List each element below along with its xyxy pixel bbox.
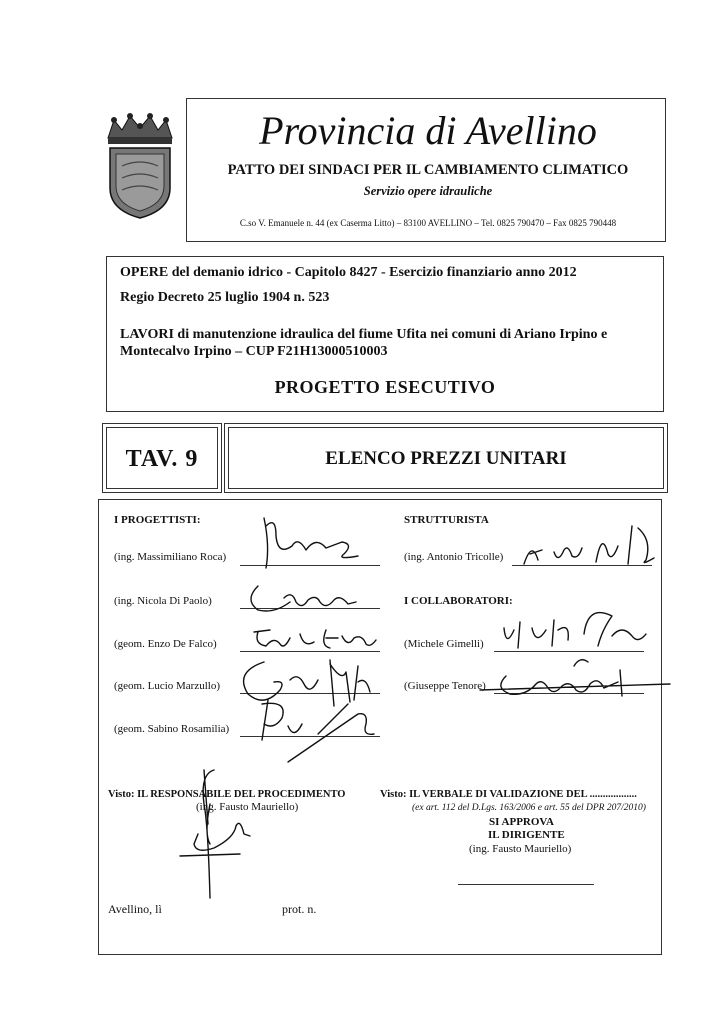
project-line-decreto: Regio Decreto 25 luglio 1904 n. 523 bbox=[120, 290, 330, 305]
header-address: C.so V. Emanuele n. 44 (ex Caserma Litto) – 83100 AVELLINO – Tel. 0825 790470 – Fax 0825 790448 bbox=[239, 218, 617, 228]
tav-title: ELENCO PREZZI UNITARI bbox=[228, 427, 664, 489]
dirigente-name: (ing. Fausto Mauriello) bbox=[469, 843, 572, 855]
header-subtitle: PATTO DEI SINDACI PER IL CAMBIAMENTO CLIMATICO bbox=[227, 162, 629, 178]
strutturista-heading: STRUTTURISTA bbox=[404, 514, 489, 526]
project-line-lavori: LAVORI di manutenzione idraulica del fiume Ufita nei comuni di Ariano Irpino e bbox=[120, 327, 608, 342]
signature-roca bbox=[246, 506, 366, 576]
progettista-name: (ing. Nicola Di Paolo) bbox=[114, 595, 212, 607]
progettista-name: (geom. Lucio Marzullo) bbox=[114, 680, 220, 692]
protocol-number: prot. n. bbox=[282, 902, 317, 916]
place-date: Avellino, lì bbox=[108, 902, 162, 916]
strutturista-name: (ing. Antonio Tricolle) bbox=[404, 551, 504, 563]
project-line-opere: OPERE del demanio idrico - Capitolo 8427 - Esercizio finanziario anno 2012 bbox=[120, 265, 577, 280]
collaboratori-heading: I COLLABORATORI: bbox=[404, 595, 513, 607]
tav-number: TAV. 9 bbox=[106, 427, 218, 489]
project-line-cup: Montecalvo Irpino – CUP F21H13000510003 bbox=[120, 344, 388, 359]
progettisti-heading: I PROGETTISTI: bbox=[114, 514, 201, 526]
progettista-name: (geom. Enzo De Falco) bbox=[114, 638, 217, 650]
visto-responsabile-name: (ing. Fausto Mauriello) bbox=[196, 801, 299, 813]
visto-verbale: Visto: IL VERBALE DI VALIDAZIONE DEL .................. bbox=[380, 789, 637, 800]
provincia-crest-logo bbox=[100, 112, 180, 220]
si-approva: SI APPROVA bbox=[489, 816, 554, 828]
signature-mauriello bbox=[174, 764, 274, 900]
il-dirigente: IL DIRIGENTE bbox=[488, 829, 565, 841]
visto-responsabile: Visto: IL RESPONSABILE DEL PROCEDIMENTO bbox=[108, 789, 346, 800]
signature-tenore bbox=[470, 666, 690, 702]
project-title: PROGETTO ESECUTIVO bbox=[274, 377, 496, 397]
collaboratore-name: (Giuseppe Tenore) bbox=[404, 680, 486, 692]
signature-tricolle bbox=[512, 520, 662, 570]
header-title: Provincia di Avellino bbox=[259, 108, 597, 153]
progettista-name: (geom. Sabino Rosamilia) bbox=[114, 723, 230, 735]
signature-rosamilia bbox=[248, 694, 388, 764]
visto-verbale-ref: (ex art. 112 del D.Lgs. 163/2006 e art. 55 del DPR 207/2010) bbox=[412, 803, 646, 813]
signature-di-paolo bbox=[244, 580, 364, 620]
header-service: Servizio opere idrauliche bbox=[363, 184, 493, 198]
signature-gimelli bbox=[492, 600, 652, 666]
progettista-name: (ing. Massimiliano Roca) bbox=[114, 551, 227, 563]
collaboratore-name: (Michele Gimelli) bbox=[404, 638, 484, 650]
